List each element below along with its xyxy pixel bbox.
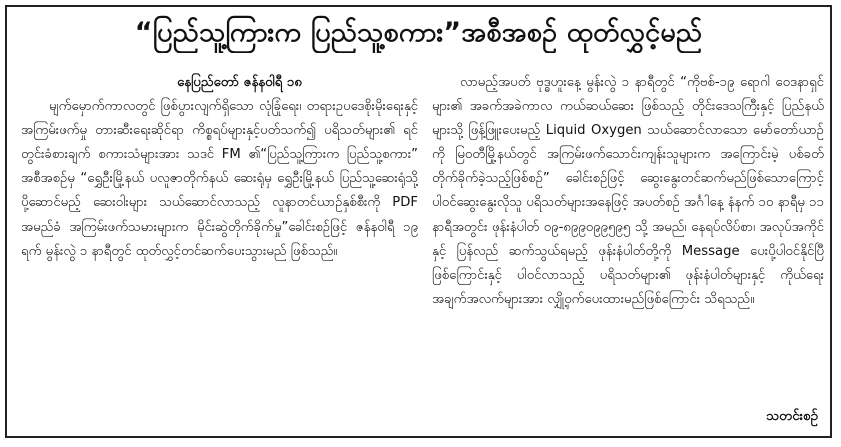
article-paragraph-1: မျက်မှောက်ကာလတွင် ဖြစ်ပွားလျက်ရှိသော လုံခြုံရေး၊ တရားဥပဒေစိုးမိုးရေးနှင့် အကြမ်းဖက်မှု တားဆီးရေးဆိုင်ရာ ကိစ္စရပ်များနှင့်ပတ်သက်၍ ပရိသတ်များ၏ ရင်တွင်းခံစားချက် စကားသံများအား သဒင် FM ၏“ပြည်သူ့ကြားက ပြည်သူ့စကား” အစီအစဉ်မှ “ရွှေဦးမြို့နယ် ပလူဇာတိုက်နယ် ဆေးရုံမှ ရွှေဦးမြို့နယ် ပြည်သူ့ဆေးရုံသို့ ပို့ဆောင်မည့် ဆေးဝါးများ သယ်ဆောင်လာသည့် လူနာတင်ယာဉ်နှစ်စီးကို PDF အမည်ခံ အကြမ်းဖက်သမားများက မိုင်းဆွဲတိုက်ခိုက်မှု”ခေါင်းစဉ်ဖြင့် ဇန်နဝါရီ ၁၉ ရက် မွန်းလွဲ ၁ နာရီတွင် ထုတ်လွှင့်တင်ဆက်ပေးသွားမည် ဖြစ်သည်။ — [21, 99, 418, 259]
article-dateline: နေပြည်တော် ဇန်နဝါရီ ၁၈ — [177, 75, 302, 90]
article-column-left — [21, 71, 418, 435]
article-paragraph-2: လာမည့်အပတ် ဗုဒ္ဓဟူးနေ့ မွန်းလွဲ ၁ နာရီတွင် “ကိုဗစ်-၁၉ ရောဂါ ဝေဒနာရှင်များ၏ အခက်အခဲကာလ ကယ်ဆယ်ဆေး ဖြစ်သည့် တိုင်းဒေသကြီးနှင့် ပြည်နယ်များသို့ ဖြန့်ဖြူးပေးမည့် Liquid Oxygen သယ်ဆောင်လာသော မော်တော်ယာဉ်ကို မြဝတီမြို့နယ်တွင် အကြမ်းဖက်သောင်းကျန်းသူများက အကြောင်းမဲ့ ပစ်ခတ်တိုက်ခိုက်ခဲ့သည့်ဖြစ်စဉ်” ခေါင်းစဉ်ဖြင့် ဆွေးနွေးတင်ဆက်မည်ဖြစ်သောကြောင့် ပါဝင်ဆွေးနွေးလိုသူ ပရိသတ်များအနေဖြင့် အပတ်စဉ် အင်္ဂါနေ့ နံနက် ၁၀ နာရီမှ ၁၁ နာရီအတွင်း ဖုန်းနံပါတ် ၀၉-၈၉၉၀၉၉၅၉၅ သို့ အမည်၊ နေရပ်လိပ်စာ၊ အလုပ်အကိုင်နှင့် ပြန်လည် ဆက်သွယ်ရမည့် ဖုန်းနံပါတ်တို့ကို Message ပေးပို့ပါဝင်နိုင်ပြီဖြစ်ကြောင်းနှင့် ပါဝင်လာသည့် ပရိသတ်များ၏ ဖုန်းနံပါတ်များနှင့် ကိုယ်ရေးအချက်အလက်များအား လျှို့ဝှက်ပေးထားမည်ဖြစ်ကြောင်း သိရသည်။ — [432, 75, 824, 307]
article-headline: “ပြည်သူ့ကြားက ပြည်သူ့စကား”အစီအစဉ် ထုတ်လွှင့်မည် — [134, 17, 703, 48]
article-column-right — [432, 71, 824, 435]
article-box — [5, 5, 832, 438]
article-byline: သတင်းစဉ် — [766, 409, 818, 424]
